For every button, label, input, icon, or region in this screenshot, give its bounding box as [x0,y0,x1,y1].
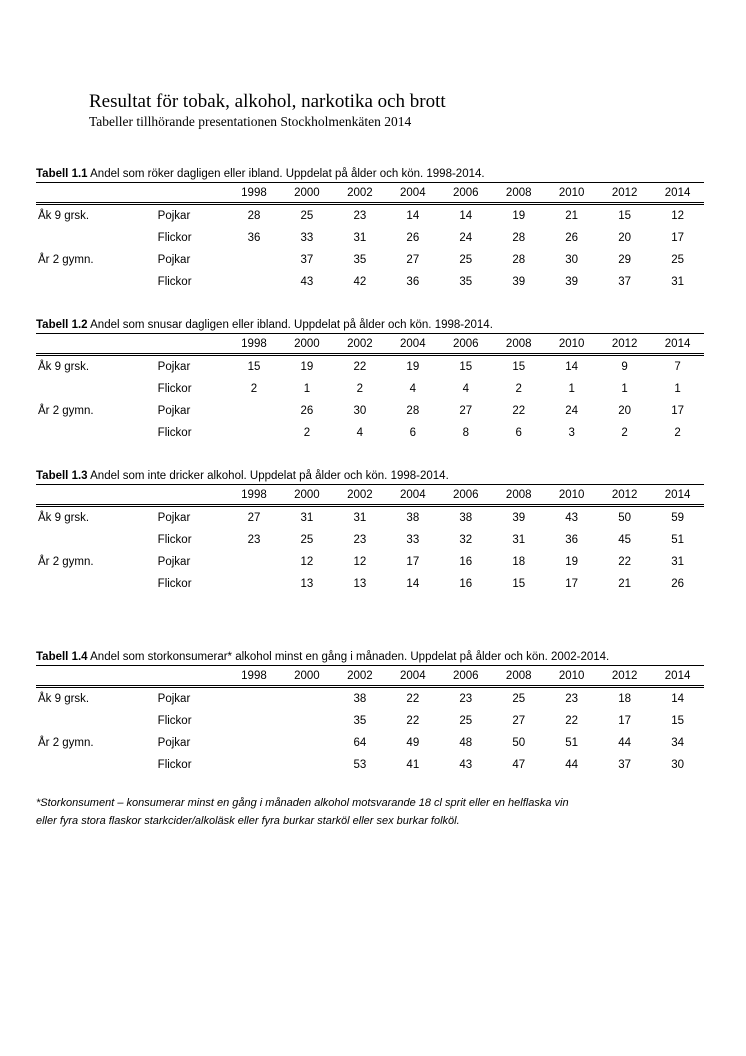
value-cell: 17 [671,405,684,417]
sex-cell: Flickor [157,759,192,771]
value-cell: 44 [565,759,579,771]
value-cell: 14 [671,693,684,705]
year-header: 2002 [347,669,373,682]
value-cell: 36 [565,534,579,546]
table-caption [36,318,704,333]
value-cell: 25 [671,254,684,266]
row-cells [36,529,704,551]
value-cell: 30 [671,759,684,771]
year-header: 2004 [400,488,426,501]
table-caption-text: Andel som inte dricker alkohol. Uppdelat på ålder och kön. 1998-2014. [87,470,449,482]
value-cell: 16 [459,578,473,590]
value-cell: 22 [406,693,420,705]
value-cell: 29 [618,254,632,266]
value-cell: 39 [565,276,579,288]
value-cell: 41 [406,759,420,771]
value-cell: 25 [300,534,314,546]
row-cells [36,378,704,400]
table-row [36,573,704,595]
group-cell: År 2 gymn. [38,254,94,266]
year-header: 2002 [347,186,373,199]
value-cell: 15 [459,361,473,373]
value-cell: 15 [512,578,526,590]
table-row [36,249,704,271]
value-cell: 22 [353,361,367,373]
value-cell: 13 [300,578,314,590]
value-cell: 53 [353,759,367,771]
value-cell: 16 [459,556,473,568]
value-cell: 22 [406,715,420,727]
value-cell: 1 [568,383,575,395]
sex-cell: Flickor [157,578,192,590]
value-cell: 22 [618,556,632,568]
table-caption-text: Andel som snusar dagligen eller ibland. Uppdelat på ålder och kön. 1998-2014. [87,319,493,331]
value-cell: 17 [671,232,684,244]
year-header: 1998 [241,669,267,682]
year-header: 2000 [294,669,320,682]
value-cell: 7 [674,361,681,373]
row-cells [36,249,704,271]
sex-cell: Flickor [157,534,192,546]
sex-cell: Pojkar [157,210,191,222]
value-cell: 25 [512,693,526,705]
value-cell: 19 [565,556,579,568]
year-header: 2008 [505,488,532,501]
value-cell: 12 [300,556,314,568]
table-row [36,378,704,400]
value-cell: 31 [671,276,684,288]
value-cell: 50 [512,737,526,749]
value-cell: 19 [406,361,420,373]
value-cell: 43 [565,512,579,524]
table-1-1 [36,167,704,293]
value-cell: 35 [459,276,473,288]
group-cell: År 2 gymn. [38,737,94,749]
value-cell: 28 [247,210,261,222]
table-caption-text: Andel som röker dagligen eller ibland. Uppdelat på ålder och kön. 1998-2014. [87,168,485,180]
value-cell: 44 [618,737,632,749]
table-caption [36,469,704,484]
year-header: 2008 [505,669,532,682]
value-cell: 37 [300,254,314,266]
value-cell: 1 [303,383,311,395]
value-cell: 27 [406,254,420,266]
year-header: 2012 [611,337,638,350]
year-header: 2012 [611,488,638,501]
table-row [36,732,704,754]
row-cells [36,422,704,444]
value-cell: 3 [568,427,575,439]
table-row [36,271,704,293]
footnote-line-1: *Storkonsument – konsumerar minst en gång i månaden alkohol motsvarande 18 cl sprit eller en helflaska vin [36,797,569,809]
value-cell: 2 [515,383,522,395]
footnote-line-2: eller fyra stora flaskor starkcider/alkoläsk eller fyra burkar starköl eller sex burkar folköl. [36,815,460,827]
sex-cell: Pojkar [157,361,191,373]
header-cells [36,334,704,353]
value-cell: 31 [300,512,314,524]
sex-cell: Pojkar [157,254,191,266]
value-cell: 28 [512,232,526,244]
value-cell: 17 [406,556,420,568]
value-cell: 18 [512,556,526,568]
year-header: 2014 [664,669,691,682]
table-label: Tabell 1.4 [36,651,88,663]
value-cell: 13 [353,578,367,590]
value-cell: 19 [512,210,526,222]
table-1-3 [36,469,704,595]
value-cell: 42 [353,276,367,288]
table-caption [36,167,704,182]
value-cell: 15 [671,715,684,727]
value-cell: 15 [247,361,261,373]
year-header: 2008 [505,186,532,199]
row-cells [36,271,704,293]
value-cell: 4 [462,383,469,395]
group-cell: Åk 9 grsk. [38,210,90,222]
value-cell: 22 [565,715,579,727]
value-cell: 59 [671,512,684,524]
value-cell: 6 [409,427,417,439]
value-cell: 31 [671,556,684,568]
sex-cell: Pojkar [157,512,191,524]
value-cell: 31 [353,512,367,524]
value-cell: 1 [621,383,628,395]
row-cells [36,732,704,754]
table-header-row [36,333,704,356]
value-cell: 33 [300,232,314,244]
table-label: Tabell 1.3 [36,470,88,482]
table-row [36,754,704,776]
year-header: 2012 [611,186,638,199]
value-cell: 23 [353,534,367,546]
group-cell: Åk 9 grsk. [38,512,90,524]
row-cells [36,205,704,227]
table-header-row [36,665,704,688]
value-cell: 25 [300,210,314,222]
table-row [36,227,704,249]
value-cell: 26 [300,405,314,417]
table-header-row [36,182,704,205]
value-cell: 18 [618,693,632,705]
value-cell: 21 [618,578,632,590]
value-cell: 31 [512,534,526,546]
value-cell: 35 [353,715,367,727]
value-cell: 38 [406,512,420,524]
value-cell: 48 [459,737,473,749]
year-header: 2004 [400,669,426,682]
table-1-4 [36,650,704,776]
group-cell: År 2 gymn. [38,556,94,568]
table-row [36,688,704,710]
value-cell: 30 [353,405,367,417]
sex-cell: Pojkar [157,556,191,568]
value-cell: 45 [618,534,632,546]
table-row [36,205,704,227]
year-header: 2006 [452,186,479,199]
header-cells [36,183,704,202]
sex-cell: Flickor [157,232,192,244]
table-1-2 [36,318,704,444]
value-cell: 37 [618,759,632,771]
value-cell: 14 [459,210,473,222]
table-row [36,507,704,529]
year-header: 2014 [664,337,691,350]
table-row [36,551,704,573]
value-cell: 24 [565,405,579,417]
value-cell: 14 [406,578,420,590]
row-cells [36,573,704,595]
year-header: 2006 [452,488,479,501]
sex-cell: Flickor [157,427,192,439]
value-cell: 12 [353,556,367,568]
value-cell: 27 [247,512,261,524]
value-cell: 32 [459,534,473,546]
value-cell: 26 [565,232,579,244]
sex-cell: Pojkar [157,737,191,749]
value-cell: 19 [300,361,314,373]
table-row [36,529,704,551]
year-header: 2008 [505,337,532,350]
value-cell: 2 [621,427,628,439]
value-cell: 27 [512,715,526,727]
row-cells [36,400,704,422]
sex-cell: Flickor [157,276,192,288]
value-cell: 6 [515,427,522,439]
value-cell: 47 [512,759,526,771]
value-cell: 23 [353,210,367,222]
value-cell: 24 [459,232,473,244]
sex-cell: Pojkar [157,405,191,417]
group-cell: År 2 gymn. [38,405,94,417]
value-cell: 33 [406,534,420,546]
table-label: Tabell 1.1 [36,168,88,180]
year-header: 2014 [664,488,691,501]
row-cells [36,356,704,378]
value-cell: 28 [512,254,526,266]
row-cells [36,710,704,732]
table-caption-text: Andel som storkonsumerar* alkohol minst en gång i månaden. Uppdelat på ålder och kön. 2002-2014. [87,651,610,663]
value-cell: 25 [459,254,473,266]
sex-cell: Flickor [157,383,192,395]
value-cell: 12 [671,210,684,222]
page-title: Resultat för tobak, alkohol, narkotika och brott [89,91,446,112]
value-cell: 17 [565,578,579,590]
row-cells [36,551,704,573]
year-header: 1998 [241,186,267,199]
value-cell: 14 [406,210,420,222]
year-header: 2006 [452,669,479,682]
value-cell: 51 [671,534,684,546]
value-cell: 2 [250,383,258,395]
year-header: 2006 [452,337,479,350]
value-cell: 15 [618,210,632,222]
value-cell: 23 [565,693,579,705]
year-header: 2002 [347,337,373,350]
year-header: 1998 [241,488,267,501]
value-cell: 2 [674,427,681,439]
value-cell: 27 [459,405,473,417]
year-header: 2000 [294,186,320,199]
value-cell: 22 [512,405,526,417]
year-header: 2014 [664,186,691,199]
value-cell: 17 [618,715,632,727]
group-cell: Åk 9 grsk. [38,361,90,373]
value-cell: 2 [356,383,364,395]
value-cell: 2 [303,427,311,439]
year-header: 1998 [241,337,267,350]
table-row [36,710,704,732]
value-cell: 20 [618,405,632,417]
value-cell: 25 [459,715,473,727]
value-cell: 4 [356,427,364,439]
value-cell: 30 [565,254,579,266]
year-header: 2010 [558,186,585,199]
table-header-row [36,484,704,507]
value-cell: 39 [512,276,526,288]
table-row [36,400,704,422]
year-header: 2010 [558,488,585,501]
value-cell: 26 [406,232,420,244]
value-cell: 14 [565,361,579,373]
value-cell: 38 [353,693,367,705]
value-cell: 49 [406,737,420,749]
value-cell: 39 [512,512,526,524]
value-cell: 28 [406,405,420,417]
value-cell: 35 [353,254,367,266]
year-header: 2004 [400,337,426,350]
value-cell: 43 [459,759,473,771]
value-cell: 31 [353,232,367,244]
year-header: 2004 [400,186,426,199]
year-header: 2000 [294,488,320,501]
row-cells [36,754,704,776]
sex-cell: Flickor [157,715,192,727]
value-cell: 36 [406,276,420,288]
value-cell: 15 [512,361,526,373]
year-header: 2002 [347,488,373,501]
row-cells [36,688,704,710]
header-cells [36,666,704,685]
value-cell: 51 [565,737,579,749]
row-cells [36,507,704,529]
value-cell: 20 [618,232,632,244]
header-cells [36,485,704,504]
value-cell: 50 [618,512,632,524]
sex-cell: Pojkar [157,693,191,705]
row-cells [36,227,704,249]
page-subtitle: Tabeller tillhörande presentationen Stockholmenkäten 2014 [89,114,412,129]
year-header: 2012 [611,669,638,682]
table-caption [36,650,704,665]
value-cell: 21 [565,210,579,222]
table-row [36,356,704,378]
value-cell: 36 [247,232,261,244]
value-cell: 4 [409,383,417,395]
value-cell: 43 [300,276,314,288]
value-cell: 23 [247,534,261,546]
value-cell: 64 [353,737,367,749]
table-row [36,422,704,444]
value-cell: 1 [674,383,681,395]
table-label: Tabell 1.2 [36,319,88,331]
group-cell: Åk 9 grsk. [38,693,90,705]
value-cell: 38 [459,512,473,524]
footnote [36,794,716,830]
year-header: 2010 [558,337,585,350]
year-header: 2010 [558,669,585,682]
value-cell: 37 [618,276,632,288]
value-cell: 9 [621,361,628,373]
value-cell: 8 [462,427,469,439]
value-cell: 34 [671,737,684,749]
year-header: 2000 [294,337,320,350]
value-cell: 23 [459,693,473,705]
value-cell: 26 [671,578,684,590]
